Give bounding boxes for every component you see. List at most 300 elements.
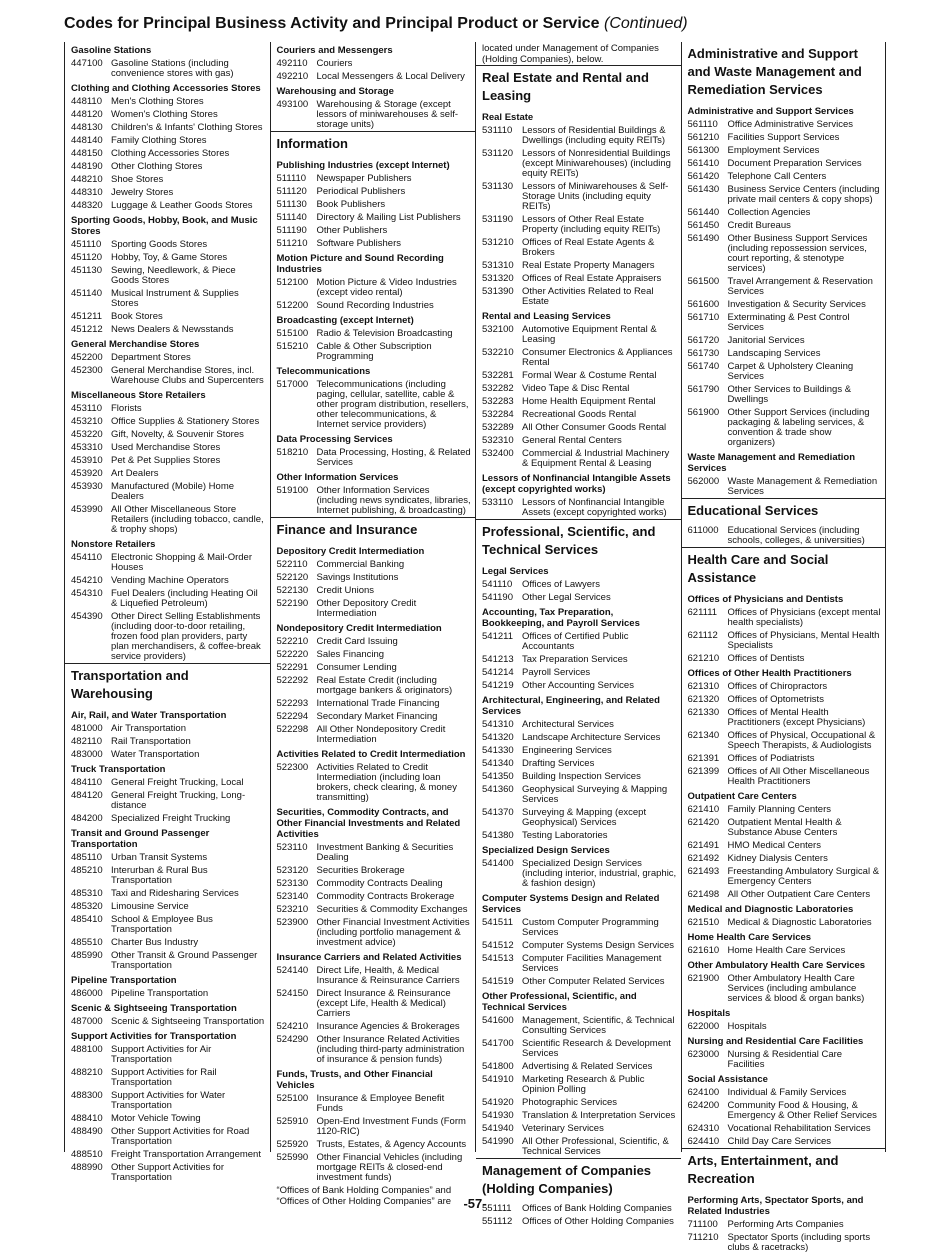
activity-description: Gasoline Stations (including convenience stores with gas) bbox=[111, 57, 234, 79]
activity-description: Surveying & Mapping (except Geophysical) Services bbox=[522, 806, 647, 828]
naics-code: 511120 bbox=[276, 185, 307, 197]
naics-code: 451120 bbox=[71, 251, 102, 263]
code-row bbox=[688, 347, 882, 360]
naics-code: 485310 bbox=[71, 887, 103, 899]
activity-description: All Other Outpatient Care Centers bbox=[727, 888, 871, 900]
code-row bbox=[71, 1089, 266, 1112]
activity-description: Janitorial Services bbox=[727, 334, 805, 346]
code-row bbox=[71, 121, 266, 134]
naics-code: 621491 bbox=[687, 839, 720, 851]
group-heading: Rental and Leasing Services bbox=[482, 311, 611, 322]
naics-code: 523110 bbox=[276, 841, 308, 853]
activity-description: Commodity Contracts Brokerage bbox=[316, 890, 455, 902]
code-row bbox=[688, 606, 882, 629]
naics-code: 525920 bbox=[276, 1138, 309, 1150]
naics-code: 451211 bbox=[71, 310, 102, 322]
naics-code: 531130 bbox=[482, 180, 513, 192]
activity-description: Software Publishers bbox=[316, 237, 401, 249]
naics-code: 541214 bbox=[482, 666, 514, 678]
naics-code: 448120 bbox=[71, 108, 103, 120]
code-row bbox=[71, 949, 266, 972]
code-row bbox=[482, 369, 677, 382]
activity-description: Home Health Equipment Rental bbox=[522, 395, 656, 407]
code-row bbox=[482, 1037, 677, 1060]
code-row bbox=[71, 402, 266, 415]
naics-code: 487000 bbox=[71, 1015, 103, 1027]
activity-description: Investigation & Security Services bbox=[727, 298, 866, 310]
group-heading: Home Health Care Services bbox=[687, 932, 812, 943]
code-row bbox=[71, 199, 266, 212]
sector-heading: Transportation and Warehousing bbox=[65, 663, 270, 705]
code-row bbox=[688, 803, 882, 816]
naics-code: 541700 bbox=[482, 1037, 514, 1049]
sector-heading: Real Estate and Rental and Leasing bbox=[476, 65, 681, 107]
activity-description: Commercial & Industrial Machinery & Equipment Rental & Leasing bbox=[522, 447, 670, 469]
code-row bbox=[688, 852, 882, 865]
naics-code: 624200 bbox=[687, 1099, 720, 1111]
code-row bbox=[688, 360, 882, 383]
code-row bbox=[482, 744, 677, 757]
group-heading: Insurance Carriers and Related Activities bbox=[276, 952, 462, 963]
code-row bbox=[482, 395, 677, 408]
naics-code: 541400 bbox=[482, 857, 514, 869]
group-heading: Miscellaneous Store Retailers bbox=[71, 390, 206, 401]
naics-code: 541330 bbox=[482, 744, 514, 756]
activity-description: Luggage & Leather Goods Stores bbox=[111, 199, 253, 211]
naics-code: 621112 bbox=[687, 629, 718, 641]
group-heading: Motion Picture and Sound Recording Industries bbox=[276, 253, 444, 275]
code-row bbox=[71, 173, 266, 186]
naics-code: 561730 bbox=[687, 347, 720, 359]
activity-description: Direct Insurance & Reinsurance (except Life, Health & Medical) Carriers bbox=[316, 987, 451, 1019]
code-row bbox=[482, 1122, 677, 1135]
group-heading: Other Ambulatory Health Care Services bbox=[687, 960, 866, 971]
naics-code: 448320 bbox=[71, 199, 103, 211]
naics-code: 512100 bbox=[276, 276, 309, 288]
code-row bbox=[71, 776, 266, 789]
activity-description: Rail Transportation bbox=[111, 735, 191, 747]
code-row bbox=[71, 735, 266, 748]
naics-code: 522130 bbox=[276, 584, 309, 596]
activity-description: Computer Facilities Management Services bbox=[522, 952, 662, 974]
group-heading: Support Activities for Transportation bbox=[71, 1031, 237, 1042]
activity-description: Medical & Diagnostic Laboratories bbox=[727, 916, 872, 928]
column-1 bbox=[64, 42, 270, 1183]
activity-description: Women's Clothing Stores bbox=[111, 108, 218, 120]
naics-code: 482110 bbox=[71, 735, 102, 747]
code-row bbox=[277, 327, 472, 340]
activity-description: Couriers bbox=[316, 57, 353, 69]
activity-description: Other Clothing Stores bbox=[111, 160, 203, 172]
code-row bbox=[71, 467, 266, 480]
naics-code: 532210 bbox=[482, 346, 514, 358]
code-row bbox=[688, 383, 882, 406]
code-row bbox=[71, 351, 266, 364]
activity-description: Tax Preparation Services bbox=[522, 653, 628, 665]
naics-code: 511110 bbox=[276, 172, 307, 184]
activity-description: Fuel Dealers (including Heating Oil & Liquefied Petroleum) bbox=[111, 587, 258, 609]
naics-code: 448110 bbox=[71, 95, 102, 107]
activity-description: Travel Arrangement & Reservation Services bbox=[727, 275, 873, 297]
activity-description: Other Transit & Ground Passenger Transportation bbox=[111, 949, 258, 971]
activity-description: Freestanding Ambulatory Surgical & Emergency Centers bbox=[727, 865, 880, 887]
naics-code: 451140 bbox=[71, 287, 102, 299]
code-row bbox=[482, 1135, 677, 1158]
naics-code: 511130 bbox=[276, 198, 307, 210]
code-row bbox=[688, 232, 882, 275]
activity-description: Carpet & Upholstery Cleaning Services bbox=[727, 360, 854, 382]
naics-code: 561430 bbox=[687, 183, 720, 195]
code-row bbox=[277, 697, 472, 710]
naics-code: 454390 bbox=[71, 610, 103, 622]
naics-code: 452300 bbox=[71, 364, 103, 376]
group-heading: Hospitals bbox=[687, 1008, 731, 1019]
code-row bbox=[71, 587, 266, 610]
activity-description: Photographic Services bbox=[522, 1096, 618, 1108]
activity-description: Veterinary Services bbox=[522, 1122, 604, 1134]
activity-description: Office Supplies & Stationery Stores bbox=[111, 415, 260, 427]
code-row bbox=[482, 124, 677, 147]
naics-code: 485110 bbox=[71, 851, 102, 863]
code-row bbox=[482, 434, 677, 447]
activity-description: Offices of Podiatrists bbox=[727, 752, 815, 764]
naics-code: 522298 bbox=[276, 723, 309, 735]
activity-description: Specialized Design Services (including interior, industrial, graphic, & fashion design) bbox=[522, 857, 677, 889]
code-row bbox=[482, 731, 677, 744]
code-row bbox=[688, 406, 882, 449]
naics-code: 453920 bbox=[71, 467, 103, 479]
naics-code: 532100 bbox=[482, 323, 514, 335]
code-row bbox=[688, 183, 882, 206]
activity-description: Other Services to Buildings & Dwellings bbox=[727, 383, 852, 405]
code-row bbox=[482, 653, 677, 666]
activity-description: Scenic & Sightseeing Transportation bbox=[111, 1015, 265, 1027]
code-row bbox=[482, 679, 677, 692]
naics-code: 621420 bbox=[687, 816, 720, 828]
naics-code: 531310 bbox=[482, 259, 514, 271]
sector-heading: Management of Companies (Holding Companies) bbox=[476, 1158, 681, 1200]
naics-code: 453990 bbox=[71, 503, 103, 515]
activity-description: Other Support Activities for Road Transportation bbox=[111, 1125, 250, 1147]
naics-code: 541190 bbox=[482, 591, 513, 603]
naics-code: 522220 bbox=[276, 648, 309, 660]
group-heading: Lessors of Nonfinancial Intangible Assets (except copyrighted works) bbox=[482, 473, 671, 495]
code-row bbox=[688, 206, 882, 219]
activity-description: Outpatient Mental Health & Substance Abuse Centers bbox=[727, 816, 842, 838]
group-heading: Offices of Other Health Practitioners bbox=[687, 668, 852, 679]
activity-description: Pet & Pet Supplies Stores bbox=[111, 454, 221, 466]
code-row bbox=[277, 648, 472, 661]
code-row bbox=[71, 864, 266, 887]
code-row bbox=[688, 1086, 882, 1099]
naics-code: 451130 bbox=[71, 264, 102, 276]
code-row bbox=[482, 408, 677, 421]
naics-code: 523900 bbox=[276, 916, 309, 928]
naics-code: 522294 bbox=[276, 710, 309, 722]
activity-description: Sporting Goods Stores bbox=[111, 238, 208, 250]
code-row bbox=[277, 597, 472, 620]
activity-description: News Dealers & Newsstands bbox=[111, 323, 234, 335]
activity-description: Support Activities for Air Transportation bbox=[111, 1043, 212, 1065]
naics-code: 522293 bbox=[276, 697, 309, 709]
naics-code: 562000 bbox=[687, 475, 720, 487]
group-heading: Outpatient Care Centers bbox=[687, 791, 797, 802]
group-heading: Architectural, Engineering, and Related Services bbox=[482, 695, 660, 717]
naics-code: 448130 bbox=[71, 121, 103, 133]
code-row bbox=[71, 987, 266, 1000]
activity-description: Engineering Services bbox=[522, 744, 612, 756]
group-heading: Social Assistance bbox=[687, 1074, 768, 1085]
naics-code: 525990 bbox=[276, 1151, 309, 1163]
naics-code: 524150 bbox=[276, 987, 309, 999]
naics-code: 541512 bbox=[482, 939, 514, 951]
code-row bbox=[71, 134, 266, 147]
group-heading: Other Information Services bbox=[276, 472, 399, 483]
code-row bbox=[277, 558, 472, 571]
code-row bbox=[71, 323, 266, 336]
code-row bbox=[71, 551, 266, 574]
activity-description: Children's & Infants' Clothing Stores bbox=[111, 121, 263, 133]
naics-code: 511190 bbox=[276, 224, 307, 236]
activity-description: Other Insurance Related Activities (including third-party administration of insurance & pension funds) bbox=[316, 1033, 465, 1065]
code-row bbox=[71, 610, 266, 663]
code-row bbox=[71, 574, 266, 587]
activity-description: Lessors of Residential Buildings & Dwellings (including equity REITs) bbox=[522, 124, 666, 146]
activity-description: Secondary Market Financing bbox=[316, 710, 438, 722]
naics-code: 541920 bbox=[482, 1096, 514, 1108]
activity-description: Credit Card Issuing bbox=[316, 635, 398, 647]
group-heading: Sporting Goods, Hobby, Book, and Music Stores bbox=[71, 215, 258, 237]
naics-code: 541213 bbox=[482, 653, 514, 665]
group-heading: Gasoline Stations bbox=[71, 45, 152, 56]
code-row bbox=[482, 285, 677, 308]
code-row bbox=[688, 334, 882, 347]
code-row bbox=[482, 757, 677, 770]
code-row bbox=[482, 578, 677, 591]
naics-code: 453110 bbox=[71, 402, 102, 414]
naics-code: 524140 bbox=[276, 964, 309, 976]
code-row bbox=[71, 1161, 266, 1184]
naics-code: 541910 bbox=[482, 1073, 514, 1085]
activity-description: Securities & Commodity Exchanges bbox=[316, 903, 468, 915]
code-row bbox=[482, 718, 677, 731]
naics-code: 448210 bbox=[71, 173, 103, 185]
group-heading: Air, Rail, and Water Transportation bbox=[71, 710, 227, 721]
naics-code: 621900 bbox=[687, 972, 720, 984]
naics-code: 541930 bbox=[482, 1109, 514, 1121]
group-heading: Accounting, Tax Preparation, Bookkeeping, and Payroll Services bbox=[482, 607, 640, 629]
naics-code: 532284 bbox=[482, 408, 514, 420]
code-row bbox=[482, 180, 677, 213]
activity-description: Offices of All Other Miscellaneous Health Practitioners bbox=[727, 765, 870, 787]
code-row bbox=[688, 275, 882, 298]
activity-description: Hobby, Toy, & Game Stores bbox=[111, 251, 228, 263]
naics-code: 511140 bbox=[276, 211, 307, 223]
activity-description: Offices of Real Estate Appraisers bbox=[522, 272, 662, 284]
code-row bbox=[482, 1096, 677, 1109]
activity-description: Warehousing & Storage (except lessors of miniwarehouses & self-storage units) bbox=[316, 98, 458, 130]
code-row bbox=[277, 964, 472, 987]
naics-code: 621510 bbox=[687, 916, 720, 928]
activity-description: Other Financial Investment Activities (including portfolio management & investment advice) bbox=[316, 916, 470, 948]
naics-code: 451110 bbox=[71, 238, 102, 250]
activity-description: Activities Related to Credit Intermediation (including loan brokers, check clearing, & money transmitting) bbox=[316, 761, 457, 803]
naics-code: 561720 bbox=[687, 334, 720, 346]
code-row bbox=[71, 287, 266, 310]
code-row bbox=[71, 1043, 266, 1066]
activity-description: Vending Machine Operators bbox=[111, 574, 229, 586]
activity-description: Urban Transit Systems bbox=[111, 851, 208, 863]
activity-description: Interurban & Rural Bus Transportation bbox=[111, 864, 208, 886]
naics-code: 522110 bbox=[276, 558, 308, 570]
activity-description: Savings Institutions bbox=[316, 571, 399, 583]
activity-description: Management, Scientific, & Technical Consulting Services bbox=[522, 1014, 675, 1036]
code-row bbox=[277, 484, 472, 517]
naics-code: 486000 bbox=[71, 987, 103, 999]
naics-code: 448310 bbox=[71, 186, 103, 198]
group-heading: Nonstore Retailers bbox=[71, 539, 156, 550]
naics-code: 711210 bbox=[687, 1231, 719, 1243]
code-row bbox=[277, 890, 472, 903]
naics-code: 532283 bbox=[482, 395, 514, 407]
activity-description: Office Administrative Services bbox=[727, 118, 853, 130]
code-row bbox=[277, 276, 472, 299]
activity-description: Community Food & Housing, & Emergency & Other Relief Services bbox=[727, 1099, 877, 1121]
activity-description: Other Direct Selling Establishments (including door-to-door retailing, frozen food plan providers, party plan merchandisers, & coffee-break service providers) bbox=[111, 610, 261, 662]
activity-description: Other Information Services (including news syndicates, libraries, Internet publishing, & broadcasting) bbox=[316, 484, 471, 516]
activity-description: Jewelry Stores bbox=[111, 186, 174, 198]
naics-code: 453930 bbox=[71, 480, 103, 492]
naics-code: 454210 bbox=[71, 574, 103, 586]
title-continued: (Continued) bbox=[604, 15, 688, 32]
code-row bbox=[688, 1231, 882, 1254]
code-row bbox=[277, 710, 472, 723]
activity-description: Offices of Dentists bbox=[727, 652, 805, 664]
activity-description: Other Depository Credit Intermediation bbox=[316, 597, 417, 619]
code-row bbox=[71, 900, 266, 913]
activity-description: All Other Nondepository Credit Intermediation bbox=[316, 723, 446, 745]
code-row bbox=[71, 428, 266, 441]
naics-code: 541360 bbox=[482, 783, 514, 795]
code-row bbox=[277, 378, 472, 431]
code-row bbox=[277, 916, 472, 949]
activity-description: Other Support Activities for Transportation bbox=[111, 1161, 224, 1183]
code-row bbox=[482, 496, 677, 519]
code-row bbox=[688, 680, 882, 693]
page-title bbox=[64, 15, 688, 33]
group-heading: Securities, Commodity Contracts, and Other Financial Investments and Related Activities bbox=[276, 807, 461, 840]
code-row bbox=[688, 865, 882, 888]
activity-description: Offices of Mental Health Practitioners (except Physicians) bbox=[727, 706, 866, 728]
code-row bbox=[277, 57, 472, 70]
code-row bbox=[277, 987, 472, 1020]
naics-code: 531210 bbox=[482, 236, 514, 248]
activity-description: Child Day Care Services bbox=[727, 1135, 831, 1147]
activity-description: Consumer Electronics & Appliances Rental bbox=[522, 346, 673, 368]
code-row bbox=[277, 841, 472, 864]
naics-code: 518210 bbox=[276, 446, 309, 458]
code-row bbox=[482, 213, 677, 236]
title-text: Codes for Principal Business Activity and Principal Product or Service bbox=[64, 15, 600, 32]
naics-code: 624410 bbox=[687, 1135, 720, 1147]
code-row bbox=[277, 198, 472, 211]
naics-code: 515210 bbox=[276, 340, 309, 352]
activity-description: Family Planning Centers bbox=[727, 803, 831, 815]
code-row bbox=[71, 480, 266, 503]
code-row bbox=[71, 147, 266, 160]
naics-code: 453220 bbox=[71, 428, 103, 440]
naics-code: 488410 bbox=[71, 1112, 103, 1124]
code-row bbox=[277, 877, 472, 890]
activity-description: Landscape Architecture Services bbox=[522, 731, 661, 743]
naics-code: 448140 bbox=[71, 134, 103, 146]
activity-description: Video Tape & Disc Rental bbox=[522, 382, 630, 394]
code-row bbox=[277, 661, 472, 674]
code-row bbox=[688, 118, 882, 131]
activity-description: Pipeline Transportation bbox=[111, 987, 209, 999]
activity-description: Educational Services (including schools, colleges, & universities) bbox=[727, 524, 865, 546]
naics-code: 492210 bbox=[276, 70, 309, 82]
naics-code: 541340 bbox=[482, 757, 514, 769]
activity-description: Local Messengers & Local Delivery bbox=[316, 70, 465, 82]
sector-heading: Arts, Entertainment, and Recreation bbox=[682, 1148, 886, 1190]
activity-description: Offices of Bank Holding Companies bbox=[522, 1202, 672, 1214]
activity-description: Clothing Accessories Stores bbox=[111, 147, 230, 159]
naics-code: 541310 bbox=[482, 718, 514, 730]
naics-code: 561600 bbox=[687, 298, 720, 310]
naics-code: 452200 bbox=[71, 351, 103, 363]
naics-code: 561450 bbox=[687, 219, 720, 231]
code-row bbox=[688, 219, 882, 232]
code-row bbox=[71, 238, 266, 251]
group-heading: Funds, Trusts, and Other Financial Vehicles bbox=[276, 1069, 433, 1091]
activity-description: Architectural Services bbox=[522, 718, 614, 730]
code-row bbox=[482, 857, 677, 890]
activity-description: Commodity Contracts Dealing bbox=[316, 877, 443, 889]
code-row bbox=[277, 70, 472, 83]
naics-code: 541990 bbox=[482, 1135, 514, 1147]
code-row bbox=[277, 299, 472, 312]
naics-code: 484120 bbox=[71, 789, 103, 801]
group-heading: Computer Systems Design and Related Services bbox=[482, 893, 660, 915]
code-row bbox=[71, 1148, 266, 1161]
naics-code: 541110 bbox=[482, 578, 513, 590]
naics-code: 551112 bbox=[482, 1215, 513, 1227]
code-row bbox=[71, 503, 266, 536]
activity-description: Used Merchandise Stores bbox=[111, 441, 221, 453]
code-row bbox=[688, 298, 882, 311]
activity-description: Document Preparation Services bbox=[727, 157, 862, 169]
activity-description: Other Financial Vehicles (including mortgage REITs & closed-end investment funds) bbox=[316, 1151, 463, 1183]
code-row bbox=[277, 761, 472, 804]
activity-description: Recreational Goods Rental bbox=[522, 408, 637, 420]
naics-code: 485990 bbox=[71, 949, 103, 961]
activity-description: Offices of Chiropractors bbox=[727, 680, 828, 692]
naics-code: 523140 bbox=[276, 890, 309, 902]
activity-description: Offices of Optometrists bbox=[727, 693, 824, 705]
activity-description: Other Business Support Services (including repossession services, court reporting, & stenotype services) bbox=[727, 232, 868, 274]
code-row bbox=[688, 1122, 882, 1135]
code-row bbox=[71, 57, 266, 80]
activity-description: Telephone Call Centers bbox=[727, 170, 827, 182]
code-row bbox=[688, 888, 882, 901]
code-row bbox=[482, 346, 677, 369]
code-row bbox=[277, 224, 472, 237]
activity-description: Other Ambulatory Health Care Services (including ambulance services & blood & organ banks) bbox=[727, 972, 865, 1004]
activity-description: Insurance Agencies & Brokerages bbox=[316, 1020, 460, 1032]
activity-description: Employment Services bbox=[727, 144, 820, 156]
naics-code: 621498 bbox=[687, 888, 720, 900]
